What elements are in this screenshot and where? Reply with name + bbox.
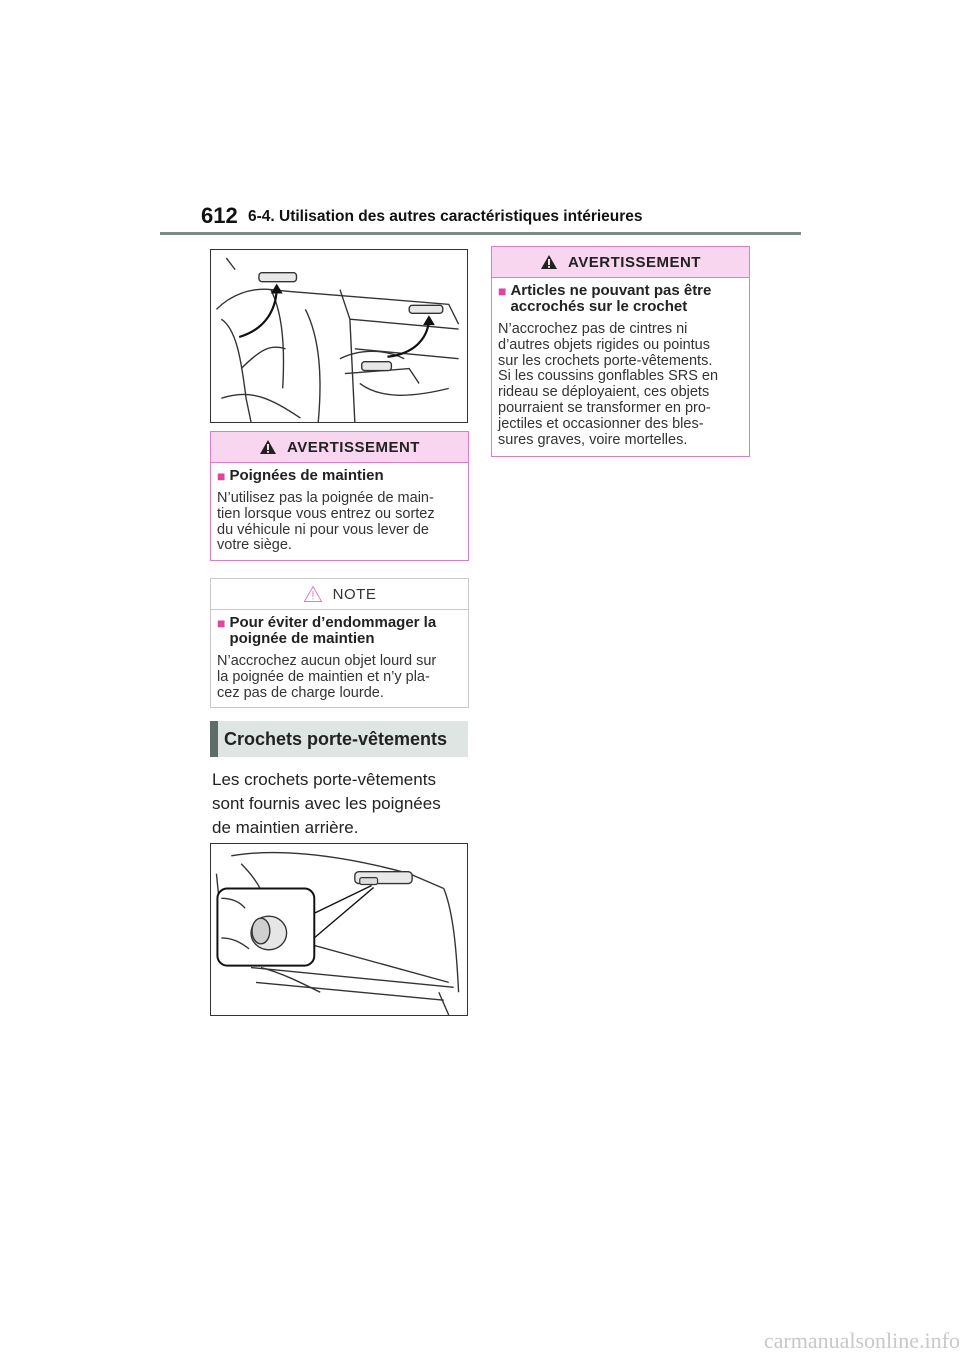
note-item-title [217,615,462,647]
warning-item-title-text: Poignées de maintien [229,467,384,484]
warning-item-title-text: Articles ne pouvant pas être accrochés sur le crochet [510,282,712,315]
warning-box-body [492,278,749,448]
section-body-text: Les crochets porte-vêtements sont fournis avec les poignées de maintien arrière. [212,770,441,837]
page-number: 612 [201,203,238,228]
warning-box-body [211,463,468,554]
warning-heading: AVERTISSEMENT [287,438,420,456]
warning-box-clothes-hooks [491,246,750,457]
note-box-header [211,579,468,610]
warning-heading: AVERTISSEMENT [568,253,701,271]
warning-item-text: N’utilisez pas la poignée de main- tien lorsque vous entrez ou sortez du véhicule ni pour vous lever de votre siège. [217,490,435,554]
warning-triangle-icon [540,254,558,270]
warning-box-header [211,432,468,463]
square-bullet-icon: ■ [217,615,226,631]
warning-box-header [492,247,749,278]
section-title: 6-4. Utilisation des autres caractéristiques intérieures [248,208,643,225]
warning-item-text: N’accrochez pas de cintres ni d’autres objets rigides ou pointus sur les crochets porte-vêtements. Si les coussins gonflables SRS en rideau se déployaient, ces objets pourraient se transformer en pro- jectiles et occasionner des bles- sures graves, voire mortelles. [498,321,719,448]
note-box [210,578,469,708]
warning-box-grab-handles [210,431,469,561]
note-box-body [211,610,468,701]
note-heading: NOTE [332,585,377,603]
note-item-text: N’accrochez aucun objet lourd sur la poignée de maintien et n’y pla- cez pas de charge lourde. [217,653,437,701]
section-heading [210,721,468,757]
warning-triangle-icon [259,439,277,455]
section-heading-text: Crochets porte-vêtements [224,728,448,749]
square-bullet-icon: ■ [498,283,507,299]
warning-item-title [498,283,743,315]
note-item-title-text: Pour éviter d’endommager la poignée de maintien [229,614,437,647]
warning-item-title [217,468,462,484]
watermark: carmanualsonline.info [763,1328,960,1353]
caution-outline-icon [303,585,323,603]
header-divider [160,232,801,235]
figure-grab-handles [210,249,468,423]
grab-handles-illustration [211,250,467,422]
square-bullet-icon: ■ [217,468,226,484]
clothes-hooks-illustration [211,844,467,1015]
figure-clothes-hooks [210,843,468,1016]
